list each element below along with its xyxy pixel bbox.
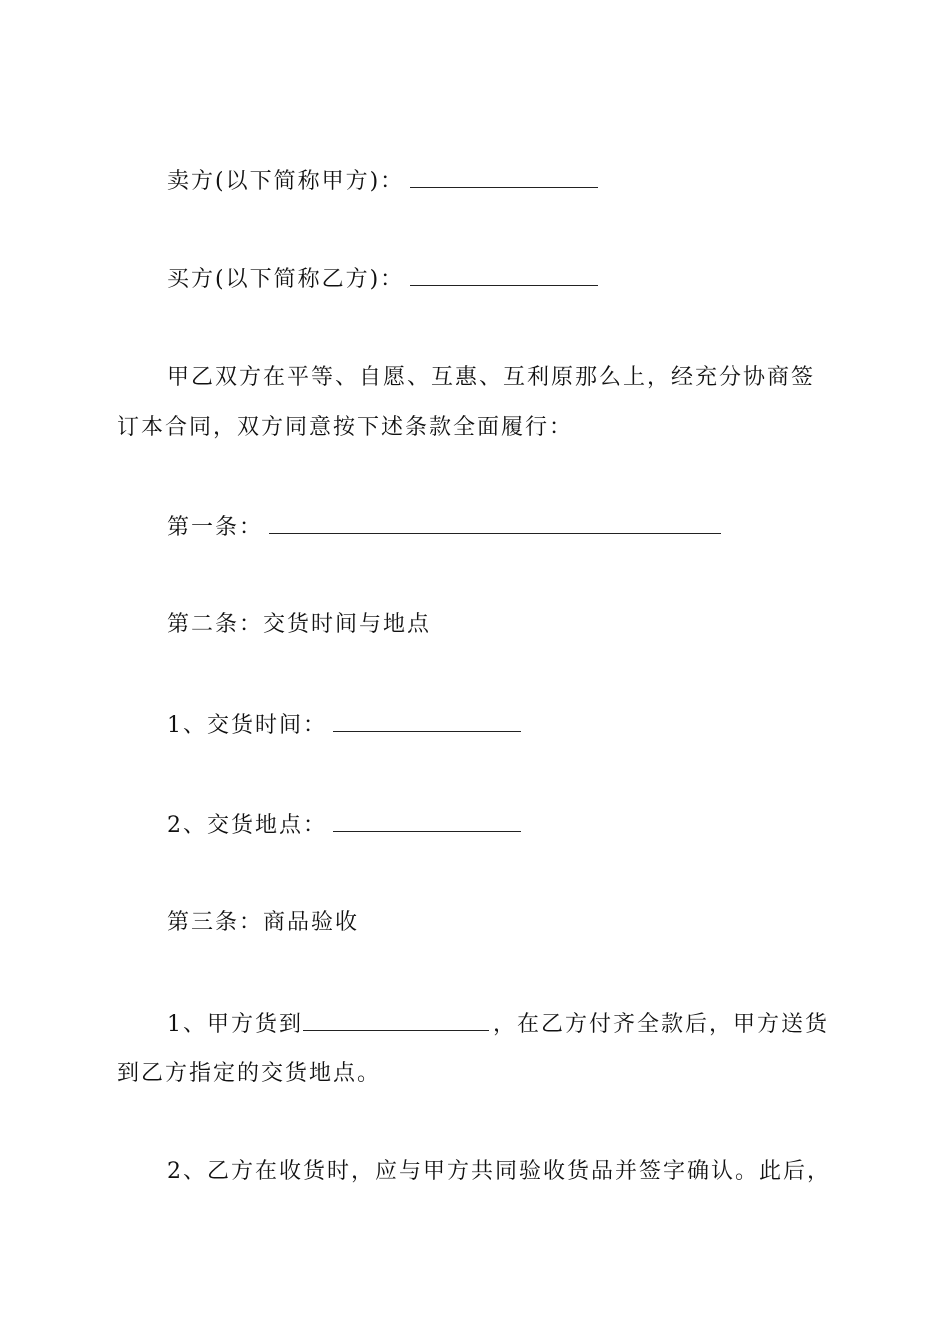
article-2 — [0, 611, 950, 639]
delivery-place-line — [0, 811, 950, 840]
article-3-heading: 第三条：商品验收 — [167, 910, 360, 935]
intro-text-1: 甲乙双方在平等、自愿、互惠、互利原那么上，经充分协商签 — [167, 365, 816, 390]
buyer-line — [0, 265, 950, 294]
intro-text-2: 订本合同，双方同意按下述条款全面履行： — [117, 415, 574, 440]
delivery-place-label: 2、交货地点： — [167, 813, 327, 838]
buyer-label: 买方(以下简称乙方)： — [167, 267, 405, 292]
seller-line — [0, 167, 950, 196]
seller-blank — [410, 167, 598, 188]
article-1-blank — [269, 513, 721, 534]
inspection-item-2-line1 — [0, 1158, 950, 1186]
intro-paragraph-line2 — [0, 414, 950, 442]
delivery-place-blank — [333, 811, 521, 832]
inspection-item-1-line1 — [0, 1010, 950, 1039]
delivery-time-label: 1、交货时间： — [167, 713, 327, 738]
goods-arrival-blank — [303, 1010, 489, 1031]
seller-label: 卖方(以下简称甲方)： — [167, 169, 405, 194]
inspection-item-2-text: 2、乙方在收货时，应与甲方共同验收货品并签字确认。此后， — [167, 1159, 831, 1184]
inspection-item-1-line2 — [0, 1060, 950, 1088]
intro-paragraph-line1 — [0, 364, 950, 392]
inspection-item-1-text2: 到乙方指定的交货地点。 — [117, 1061, 382, 1086]
article-3 — [0, 909, 950, 937]
delivery-time-blank — [333, 711, 521, 732]
article-2-heading: 第二条：交货时间与地点 — [167, 612, 432, 637]
inspection-item-1-part1: 1、甲方货到 — [167, 1012, 303, 1037]
buyer-blank — [410, 265, 598, 286]
article-1 — [0, 513, 950, 542]
inspection-item-1-part2: ，在乙方付齐全款后，甲方送货 — [493, 1012, 830, 1037]
article-1-label: 第一条： — [167, 515, 264, 540]
delivery-time-line — [0, 711, 950, 740]
